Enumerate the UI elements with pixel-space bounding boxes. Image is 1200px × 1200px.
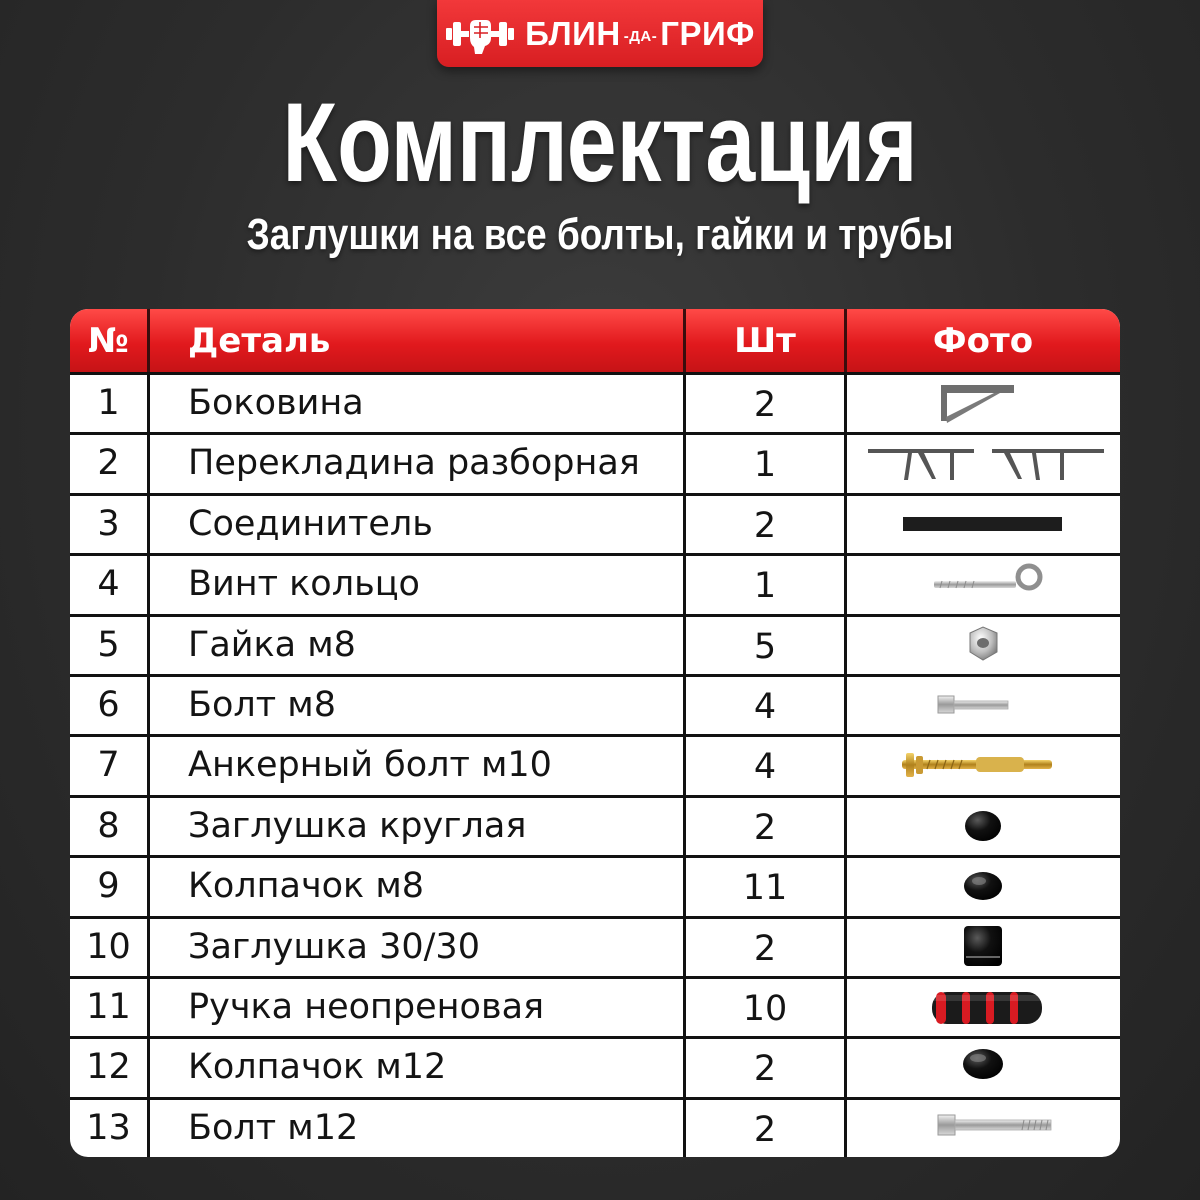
table-row	[70, 917, 1120, 977]
bolt-m8-icon	[846, 675, 1120, 735]
table-row	[70, 433, 1120, 494]
cell-num: 3	[97, 504, 120, 544]
table-row	[70, 856, 1120, 917]
cell-qty: 10	[742, 989, 788, 1029]
cell-part-name: Боковина	[188, 383, 364, 423]
side-bracket-icon	[846, 373, 1120, 433]
cell-num: 9	[97, 866, 120, 906]
parts-table	[70, 309, 1120, 1157]
cell-photo	[846, 1098, 1120, 1157]
brand-name-part1: БЛИН	[525, 14, 621, 52]
cell-qty: 4	[753, 687, 777, 727]
cell-qty: 2	[753, 506, 777, 546]
cell-qty: 2	[753, 1049, 777, 1089]
cell-qty: 11	[742, 868, 788, 908]
table-row	[70, 554, 1120, 615]
table-row	[70, 373, 1120, 433]
cell-photo	[846, 917, 1120, 977]
cell-qty: 1	[753, 445, 777, 485]
fist-dumbbell-icon	[445, 14, 515, 54]
cell-part-name: Болт м8	[188, 685, 336, 725]
table-row	[70, 1098, 1120, 1157]
cell-part-name: Гайка м8	[188, 625, 356, 665]
cell-qty: 4	[753, 747, 777, 787]
table-row	[70, 977, 1120, 1037]
square-plug-icon	[846, 917, 1120, 977]
table-row	[70, 675, 1120, 735]
cell-part-name: Ручка неопреновая	[188, 987, 545, 1027]
cell-part-name: Колпачок м12	[188, 1047, 447, 1087]
header-qty: Шт	[734, 321, 796, 361]
cell-photo	[846, 796, 1120, 856]
eye-screw-icon	[846, 554, 1120, 614]
cell-part-name: Заглушка круглая	[188, 806, 527, 846]
cell-qty: 5	[753, 627, 777, 667]
cell-photo	[846, 1037, 1120, 1097]
table-row	[70, 494, 1120, 554]
table-header	[70, 309, 1120, 373]
cell-num: 5	[97, 625, 120, 665]
cell-photo	[846, 433, 1120, 493]
cap-m8-icon	[846, 856, 1120, 916]
header-photo: Фото	[932, 321, 1034, 361]
cell-photo	[846, 675, 1120, 735]
cell-part-name: Заглушка 30/30	[188, 927, 480, 967]
header-num: №	[88, 321, 129, 361]
cell-photo	[846, 856, 1120, 916]
cell-part-name: Винт кольцо	[188, 564, 420, 604]
cell-num: 12	[86, 1047, 131, 1087]
cell-num: 2	[97, 443, 120, 483]
cell-qty: 2	[753, 385, 777, 425]
cell-qty: 2	[753, 1110, 777, 1150]
cell-num: 8	[97, 806, 120, 846]
cell-part-name: Соединитель	[188, 504, 433, 544]
header-part: Деталь	[188, 321, 331, 361]
cell-num: 13	[86, 1108, 131, 1148]
cap-m12-icon	[846, 1037, 1120, 1097]
cell-part-name: Перекладина разборная	[188, 443, 640, 483]
cell-photo	[846, 373, 1120, 433]
cell-num: 10	[86, 927, 131, 967]
hex-nut-icon	[846, 615, 1120, 675]
cell-num: 4	[97, 564, 120, 604]
cell-photo	[846, 977, 1120, 1037]
header-divider	[147, 309, 150, 373]
round-plug-icon	[846, 796, 1120, 856]
table-row	[70, 735, 1120, 796]
cell-part-name: Колпачок м8	[188, 866, 424, 906]
bolt-m12-icon	[846, 1098, 1120, 1157]
cell-part-name: Анкерный болт м10	[188, 745, 552, 785]
cell-photo	[846, 735, 1120, 795]
brand-name	[525, 15, 755, 53]
crossbar-icon	[846, 433, 1120, 493]
table-row	[70, 615, 1120, 675]
cell-num: 7	[97, 745, 120, 785]
connector-tube-icon	[846, 494, 1120, 554]
page-subtitle: Заглушки на все болты, гайки и трубы	[246, 210, 954, 259]
cell-photo	[846, 615, 1120, 675]
cell-qty: 1	[753, 566, 777, 606]
cell-num: 1	[97, 383, 120, 423]
table-row	[70, 1037, 1120, 1098]
brand-name-separator: -ДА-	[623, 28, 658, 45]
cell-part-name: Болт м12	[188, 1108, 359, 1148]
cell-num: 6	[97, 685, 120, 725]
brand-logo	[437, 0, 763, 67]
cell-qty: 2	[753, 929, 777, 969]
cell-photo	[846, 554, 1120, 614]
cell-qty: 2	[753, 808, 777, 848]
page-title: Комплектация	[282, 80, 918, 205]
neoprene-grip-icon	[846, 977, 1120, 1037]
table-row	[70, 796, 1120, 856]
anchor-bolt-icon	[846, 735, 1120, 795]
cell-num: 11	[86, 987, 131, 1027]
brand-name-part2: ГРИФ	[660, 14, 755, 52]
cell-photo	[846, 494, 1120, 554]
